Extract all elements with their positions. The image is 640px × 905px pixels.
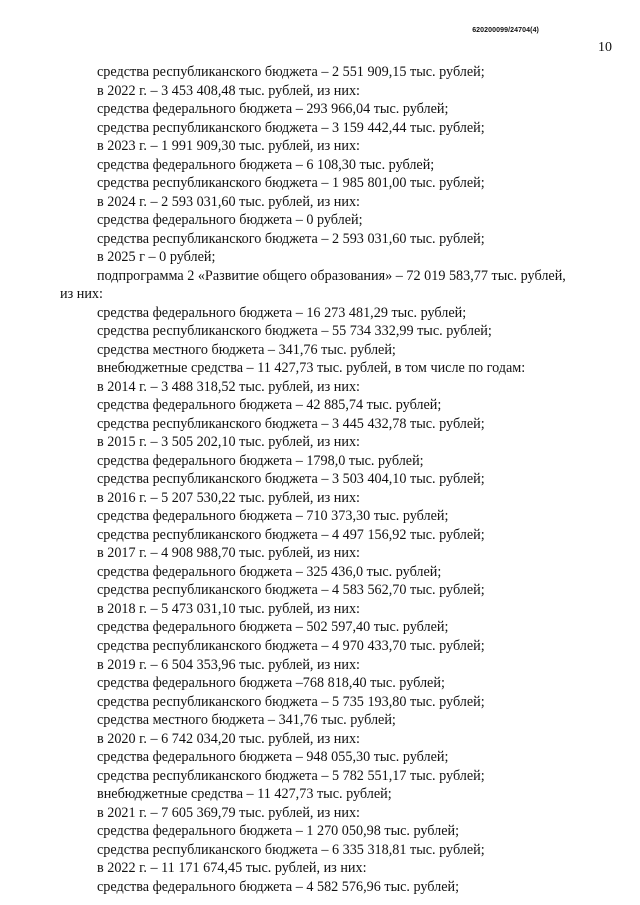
text-line: средства федерального бюджета – 325 436,0 тыс. рублей; (97, 563, 442, 580)
text-line: средства республиканского бюджета – 2 551 909,15 тыс. рублей; (97, 64, 485, 80)
text-line: средства федерального бюджета – 0 рублей; (97, 212, 363, 229)
text-line: средства республиканского бюджета – 5 735 193,80 тыс. рублей; (97, 693, 485, 710)
text-line: в 2014 г. – 3 488 318,52 тыс. рублей, из них: (97, 378, 360, 395)
text-line: в 2022 г. – 11 171 674,45 тыс. рублей, из них: (97, 860, 367, 877)
text-line: из них: (60, 286, 103, 303)
text-line: средства федерального бюджета – 293 966,04 тыс. рублей; (97, 101, 449, 118)
text-line: средства республиканского бюджета – 3 503 404,10 тыс. рублей; (97, 471, 485, 488)
text-line: внебюджетные средства – 11 427,73 тыс. рублей; (97, 786, 392, 803)
text-line: средства федерального бюджета – 502 597,40 тыс. рублей; (97, 619, 449, 636)
text-line: средства федерального бюджета – 42 885,74 тыс. рублей; (97, 397, 442, 414)
text-line: средства федерального бюджета – 1798,0 тыс. рублей; (97, 452, 424, 469)
text-line: в 2020 г. – 6 742 034,20 тыс. рублей, из них: (97, 730, 360, 747)
document-body (60, 63, 620, 896)
text-line: средства республиканского бюджета – 55 734 332,99 тыс. рублей; (97, 323, 492, 340)
text-line: средства республиканского бюджета – 4 970 433,70 тыс. рублей; (97, 637, 485, 654)
text-line: в 2019 г. – 6 504 353,96 тыс. рублей, из них: (97, 656, 360, 673)
text-line: в 2021 г. – 7 605 369,79 тыс. рублей, из них: (97, 804, 360, 821)
text-line: средства федерального бюджета – 6 108,30 тыс. рублей; (97, 156, 435, 173)
text-line: средства местного бюджета – 341,76 тыс. рублей; (97, 341, 396, 358)
text-line: средства республиканского бюджета – 6 335 318,81 тыс. рублей; (97, 841, 485, 858)
text-line: средства федерального бюджета – 948 055,30 тыс. рублей; (97, 749, 449, 766)
page-number: 10 (598, 40, 612, 55)
text-line: средства федерального бюджета – 1 270 050,98 тыс. рублей; (97, 823, 460, 840)
text-line: средства республиканского бюджета – 3 445 432,78 тыс. рублей; (97, 415, 485, 432)
text-line: средства республиканского бюджета – 2 593 031,60 тыс. рублей; (97, 230, 485, 247)
text-line: в 2016 г. – 5 207 530,22 тыс. рублей, из них: (97, 489, 360, 506)
document-code: 620200099/24704(4) (472, 27, 539, 34)
text-line: средства республиканского бюджета – 4 583 562,70 тыс. рублей; (97, 582, 485, 599)
text-line: средства республиканского бюджета – 3 159 442,44 тыс. рублей; (97, 119, 485, 136)
text-line: в 2024 г. – 2 593 031,60 тыс. рублей, из них: (97, 193, 360, 210)
text-line: средства федерального бюджета – 710 373,30 тыс. рублей; (97, 508, 449, 525)
text-line: в 2022 г. – 3 453 408,48 тыс. рублей, из них: (97, 82, 360, 99)
text-line: подпрограмма 2 «Развитие общего образования» – 72 019 583,77 тыс. рублей, (97, 267, 566, 284)
text-line: средства федерального бюджета – 16 273 481,29 тыс. рублей; (97, 304, 467, 321)
text-line: средства федерального бюджета –768 818,40 тыс. рублей; (97, 675, 445, 692)
text-line: средства местного бюджета – 341,76 тыс. рублей; (97, 712, 396, 729)
text-line: внебюджетные средства – 11 427,73 тыс. рублей, в том числе по годам: (97, 360, 526, 377)
text-line: средства федерального бюджета – 4 582 576,96 тыс. рублей; (97, 878, 460, 895)
text-line: в 2023 г. – 1 991 909,30 тыс. рублей, из них: (97, 138, 360, 155)
text-line: в 2025 г – 0 рублей; (97, 249, 216, 266)
text-line: в 2017 г. – 4 908 988,70 тыс. рублей, из них: (97, 545, 360, 562)
text-line: в 2015 г. – 3 505 202,10 тыс. рублей, из них: (97, 434, 360, 451)
text-line: средства республиканского бюджета – 4 497 156,92 тыс. рублей; (97, 526, 485, 543)
text-line: средства республиканского бюджета – 1 985 801,00 тыс. рублей; (97, 175, 485, 192)
text-line: в 2018 г. – 5 473 031,10 тыс. рублей, из них: (97, 600, 360, 617)
text-line: средства республиканского бюджета – 5 782 551,17 тыс. рублей; (97, 767, 485, 784)
